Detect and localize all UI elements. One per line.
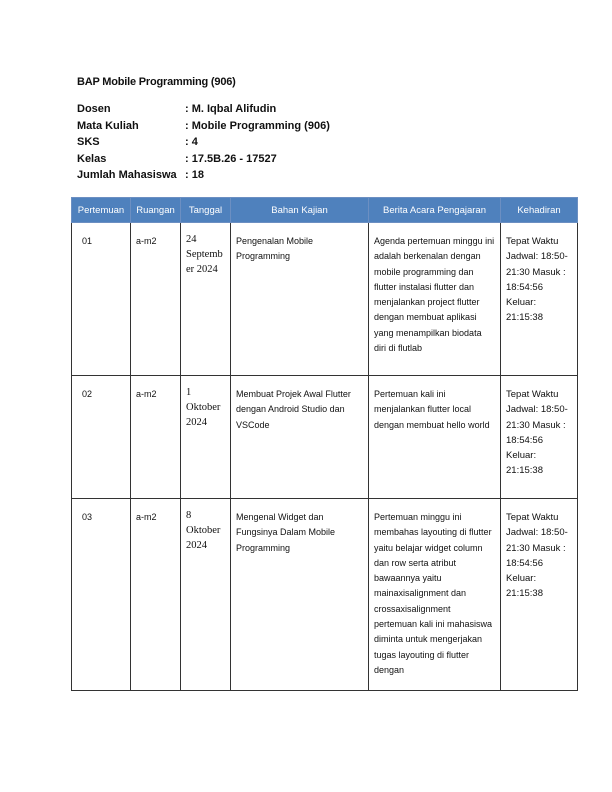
cell-ruangan: a-m2 bbox=[131, 223, 181, 376]
cell-tanggal: 8 Oktober 2024 bbox=[181, 499, 231, 691]
meeting-table bbox=[71, 197, 578, 691]
info-label: SKS bbox=[77, 136, 100, 149]
cell-pertemuan: 01 bbox=[72, 223, 131, 376]
cell-pertemuan: 03 bbox=[72, 499, 131, 691]
info-value: : 17.5B.26 - 17527 bbox=[185, 152, 277, 165]
info-value: : Mobile Programming (906) bbox=[185, 119, 330, 132]
info-row-kelas bbox=[77, 151, 330, 168]
info-row-mata-kuliah bbox=[77, 118, 330, 135]
course-info bbox=[77, 101, 330, 184]
cell-berita-acara: Pertemuan kali ini menjalankan flutter local dengan membuat hello world bbox=[369, 376, 501, 499]
info-row-sks bbox=[77, 134, 330, 151]
info-value: : M. Iqbal Alifudin bbox=[185, 103, 277, 115]
cell-bahan-kajian: Mengenal Widget dan Fungsinya Dalam Mobile Programming bbox=[231, 499, 369, 691]
header-pertemuan: Pertemuan bbox=[72, 198, 131, 223]
header-bahan-kajian: Bahan Kajian bbox=[231, 198, 369, 223]
info-label: Kelas bbox=[77, 152, 107, 165]
info-row-dosen bbox=[77, 101, 330, 118]
cell-berita-acara: Pertemuan minggu ini membahas layouting di flutter yaitu belajar widget column dan row serta atribut bawaannya yaitu mainaxisalignment dan crossaxisalignment pertemuan kali ini mahasiswa diminta untuk mengerjakan tugas layouting di flutter dengan bbox=[369, 499, 501, 691]
cell-kehadiran: Tepat Waktu Jadwal: 18:50-21:30 Masuk : 18:54:56 Keluar: 21:15:38 bbox=[501, 223, 578, 376]
info-label: Dosen bbox=[77, 103, 111, 115]
info-label: Jumlah Mahasiswa bbox=[77, 169, 177, 182]
info-value: : 18 bbox=[185, 169, 204, 182]
cell-ruangan: a-m2 bbox=[131, 376, 181, 499]
info-label: Mata Kuliah bbox=[77, 119, 139, 132]
info-value: : 4 bbox=[185, 136, 198, 149]
cell-kehadiran: Tepat Waktu Jadwal: 18:50-21:30 Masuk : 18:54:56 Keluar: 21:15:38 bbox=[501, 376, 578, 499]
cell-tanggal: 24 September 2024 bbox=[181, 223, 231, 376]
header-berita-acara: Berita Acara Pengajaran bbox=[369, 198, 501, 223]
table-row bbox=[72, 499, 578, 691]
table-row bbox=[72, 376, 578, 499]
cell-bahan-kajian: Pengenalan Mobile Programming bbox=[231, 223, 369, 376]
header-tanggal: Tanggal bbox=[181, 198, 231, 223]
info-row-jumlah-mahasiswa bbox=[77, 167, 330, 184]
cell-kehadiran: Tepat Waktu Jadwal: 18:50-21:30 Masuk : 18:54:56 Keluar: 21:15:38 bbox=[501, 499, 578, 691]
table-row bbox=[72, 223, 578, 376]
cell-pertemuan: 02 bbox=[72, 376, 131, 499]
cell-berita-acara: Agenda pertemuan minggu ini adalah berkenalan dengan mobile programming dan flutter instalasi flutter dan menjalankan project flutter dengan membuat aplikasi yang menampilkan biodata diri di flutlab bbox=[369, 223, 501, 376]
cell-ruangan: a-m2 bbox=[131, 499, 181, 691]
cell-tanggal: 1 Oktober 2024 bbox=[181, 376, 231, 499]
header-kehadiran: Kehadiran bbox=[501, 198, 578, 223]
document-title: BAP Mobile Programming (906) bbox=[77, 76, 236, 88]
table-header-row bbox=[72, 198, 578, 223]
cell-bahan-kajian: Membuat Projek Awal Flutter dengan Android Studio dan VSCode bbox=[231, 376, 369, 499]
header-ruangan: Ruangan bbox=[131, 198, 181, 223]
